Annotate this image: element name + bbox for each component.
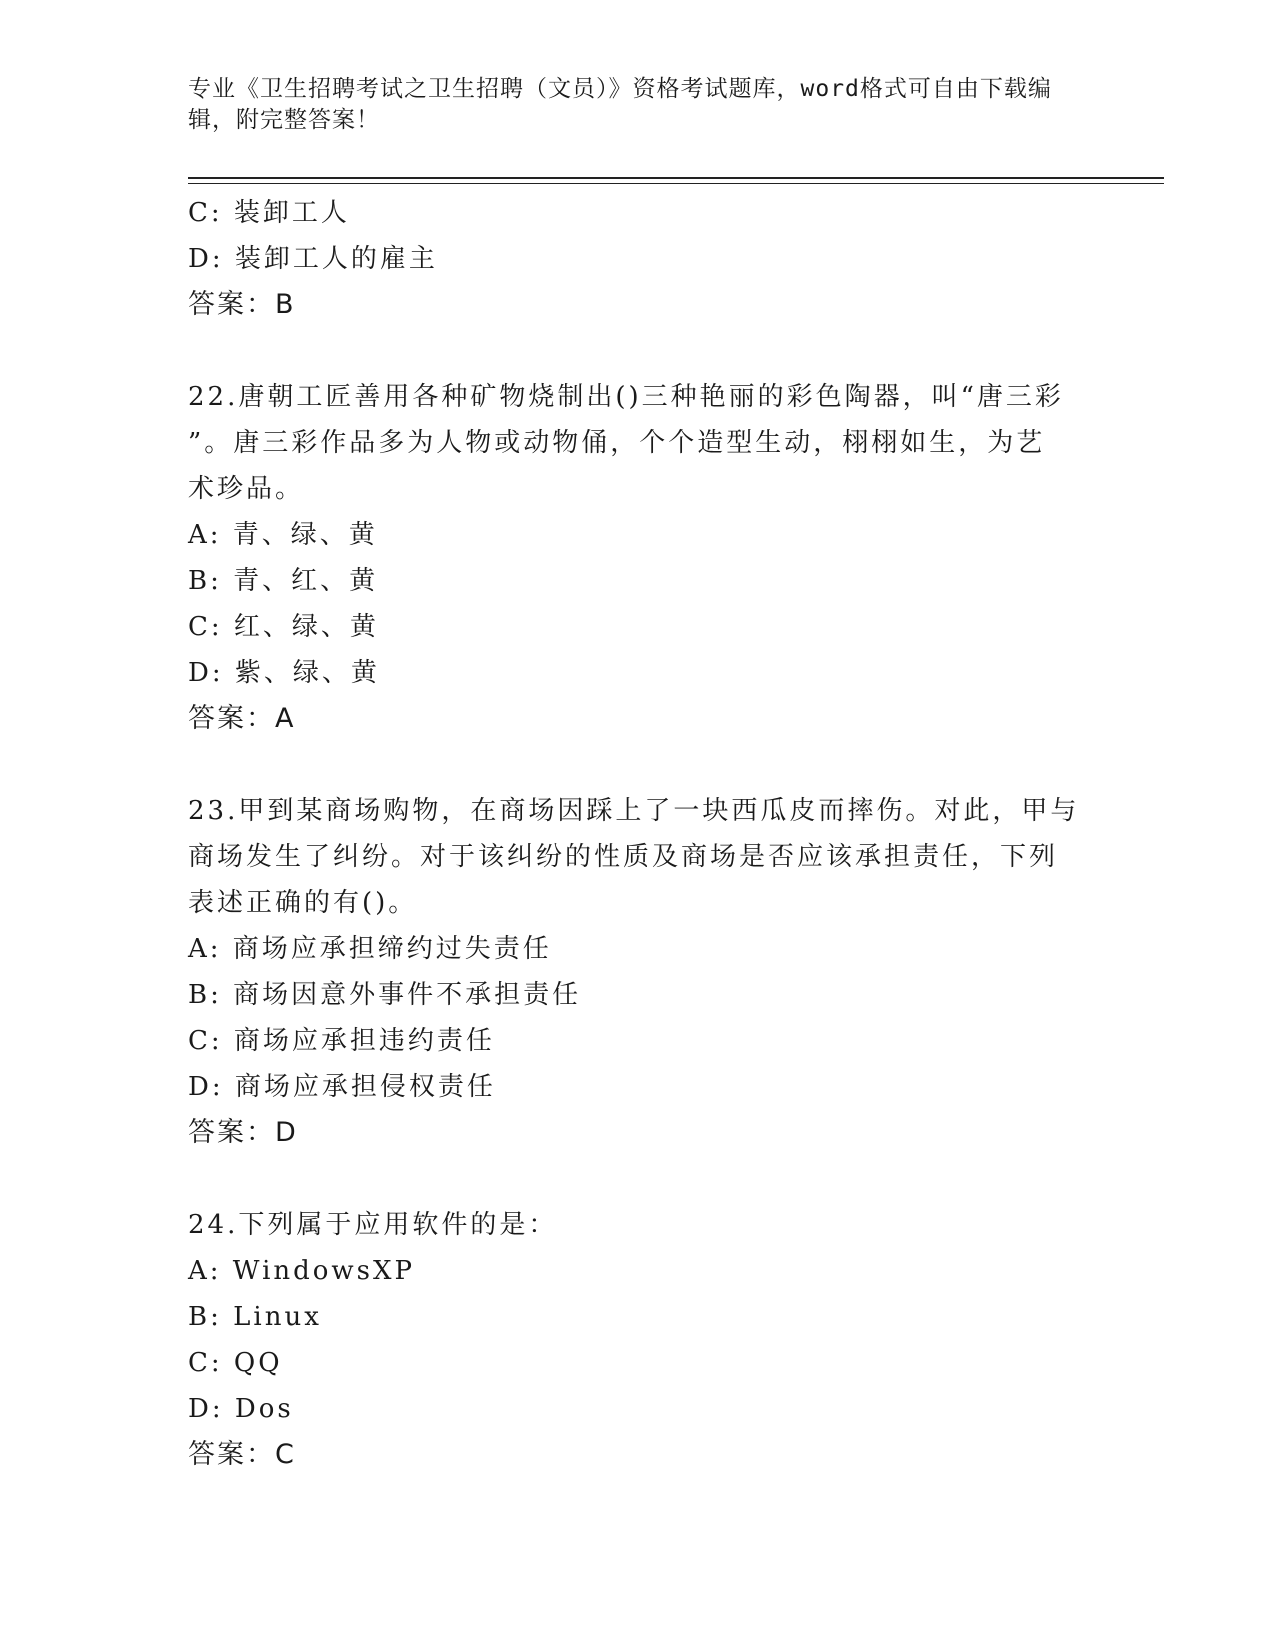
question-21-tail — [188, 190, 1088, 328]
question-stem-line: 22.唐朝工匠善用各种矿物烧制出()三种艳丽的彩色陶器，叫“唐三彩 — [188, 382, 1064, 412]
option-d: D: 紫、绿、黄 — [188, 658, 380, 688]
answer-line: 答案：A — [188, 703, 296, 734]
question-list — [188, 190, 1088, 1478]
spacer — [188, 328, 1088, 374]
spacer — [188, 1156, 1088, 1202]
option-d: D: 装卸工人的雇主 — [188, 244, 438, 274]
option-b: B: 商场因意外事件不承担责任 — [188, 980, 582, 1010]
question-stem-line: 术珍品。 — [188, 474, 305, 504]
question-stem-line: 商场发生了纠纷。对于该纠纷的性质及商场是否应该承担责任，下列 — [188, 842, 1059, 872]
option-a: A: 青、绿、黄 — [188, 520, 378, 550]
question-22 — [188, 374, 1088, 742]
answer-line: 答案：C — [188, 1439, 296, 1470]
answer-line: 答案：D — [188, 1117, 298, 1148]
option-d: D: Dos — [188, 1394, 294, 1424]
option-c: C: 红、绿、黄 — [188, 612, 379, 642]
document-header: 专业《卫生招聘考试之卫生招聘（文员）》资格考试题库，word格式可自由下载编辑，附完整答案！ — [188, 76, 1052, 133]
question-24 — [188, 1202, 1088, 1478]
option-b: B: 青、红、黄 — [188, 566, 379, 596]
answer-line: 答案：B — [188, 289, 296, 320]
header-rule-thick — [188, 177, 1164, 179]
spacer — [188, 742, 1088, 788]
question-stem-line: 24.下列属于应用软件的是： — [188, 1210, 558, 1240]
option-c: C: QQ — [188, 1348, 283, 1378]
option-c: C: 装卸工人 — [188, 198, 350, 228]
option-d: D: 商场应承担侵权责任 — [188, 1072, 496, 1102]
question-stem-line: ”。唐三彩作品多为人物或动物俑，个个造型生动，栩栩如生，为艺 — [188, 428, 1046, 458]
question-stem-line: 表述正确的有()。 — [188, 888, 418, 918]
option-b: B: Linux — [188, 1302, 322, 1332]
question-stem-line: 23.甲到某商场购物，在商场因踩上了一块西瓜皮而摔伤。对此，甲与 — [188, 796, 1080, 826]
question-23 — [188, 788, 1088, 1156]
header-rule-thin — [188, 183, 1164, 184]
option-a: A: WindowsXP — [188, 1256, 416, 1286]
option-a: A: 商场应承担缔约过失责任 — [188, 934, 552, 964]
option-c: C: 商场应承担违约责任 — [188, 1026, 495, 1056]
